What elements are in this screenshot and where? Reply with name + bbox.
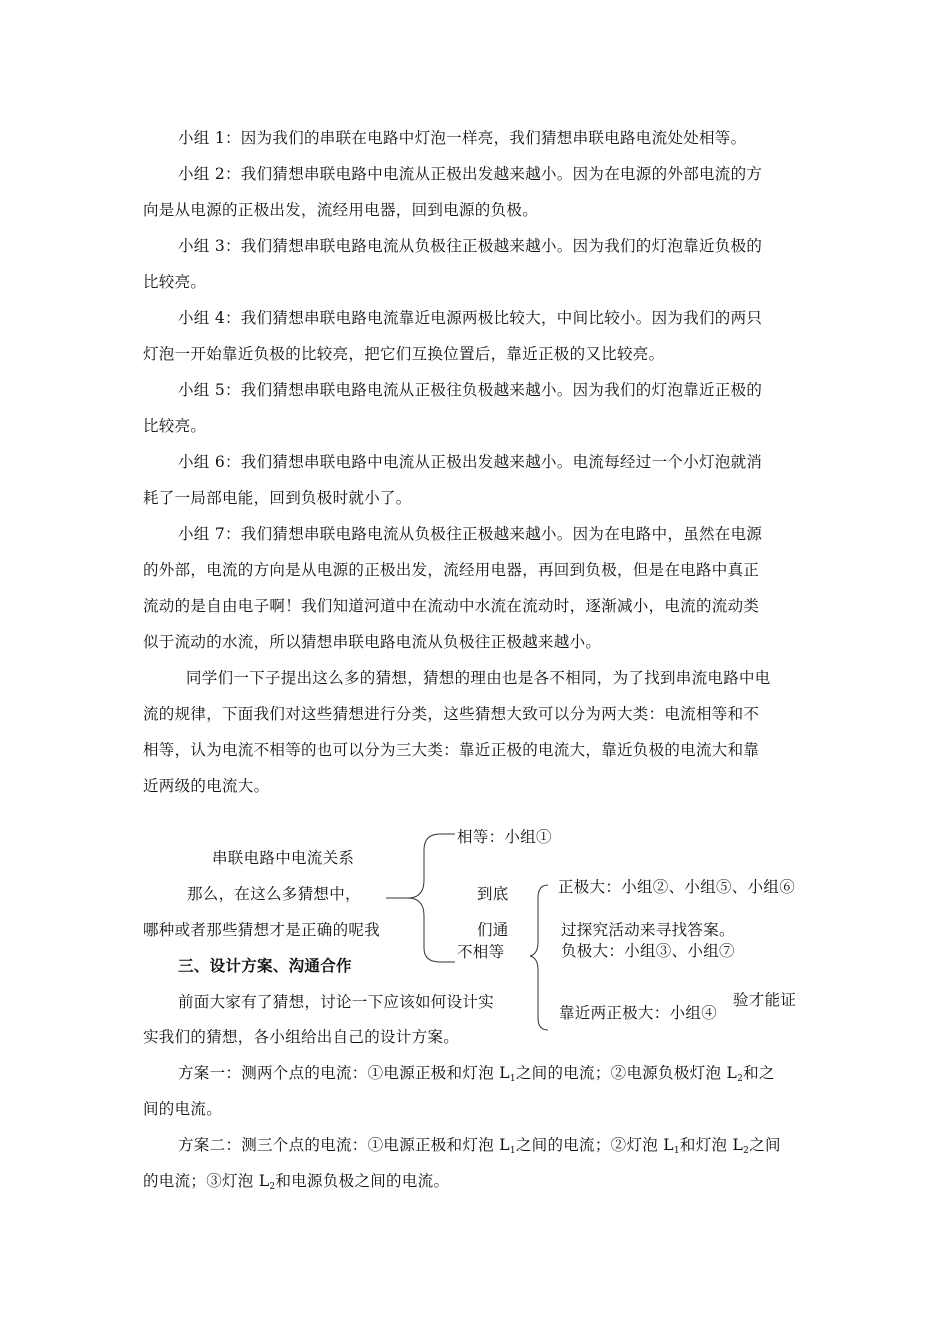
group1-line1: 小组 1：因为我们的串联在电路中灯泡一样亮，我们猜想串联电路电流处处相等。 xyxy=(178,129,747,147)
group4-line2: 灯泡一开始靠近负极的比较亮，把它们互换位置后，靠近正极的又比较亮。 xyxy=(143,345,665,363)
group5-line2: 比较亮。 xyxy=(143,417,207,435)
diagram-equal: 相等：小组① xyxy=(457,828,552,846)
group2-line2: 向是从电源的正极出发，流经用电器，回到电源的负极。 xyxy=(143,201,539,219)
diagram-unequal: 不相等 xyxy=(457,943,505,961)
plan1-line2: 间的电流。 xyxy=(143,1100,223,1118)
question-right: 过探究活动来寻找答案。 xyxy=(561,921,735,939)
diagram-positive-bigger: 正极大：小组②、小组⑤、小组⑥ xyxy=(558,878,796,896)
group3-line2: 比较亮。 xyxy=(143,273,207,291)
group2-line1: 小组 2：我们猜想串联电路中电流从正极出发越来越小。因为在电源的外部电流的方 xyxy=(178,165,763,183)
plan2-line1: 方案二：测三个点的电流：①电源正极和灯泡 $L_1$之间的电流；②灯泡 $L_1$和灯泡 $L_2$之间 xyxy=(178,1136,781,1156)
diagram-negative-bigger: 负极大：小组③、小组⑦ xyxy=(561,942,735,960)
group7-line3: 流动的是自由电子啊！我们知道河道中在流动中水流在流动时，逐渐减小，电流的流动类 xyxy=(143,597,760,615)
section3-heading: 三、设计方案、沟通合作 xyxy=(178,956,352,975)
question-mid2: 们通 xyxy=(477,921,509,939)
group3-line1: 小组 3：我们猜想串联电路电流从负极往正极越来越小。因为我们的灯泡靠近负极的 xyxy=(178,237,763,255)
plan2-line2: 的电流；③灯泡 $L_2$和电源负极之间的电流。 xyxy=(143,1172,450,1192)
diagram-root: 串联电路中电流关系 xyxy=(212,849,355,867)
group4-line1: 小组 4：我们猜想串联电路电流靠近电源两极比较大，中间比较小。因为我们的两只 xyxy=(178,309,763,327)
group6-line1: 小组 6：我们猜想串联电路中电流从正极出发越来越小。电流每经过一个小灯泡就消 xyxy=(178,453,763,471)
group7-line1: 小组 7：我们猜想串联电路电流从负极往正极越来越小。因为在电路中，虽然在电源 xyxy=(178,525,763,543)
summary-line2: 流的规律，下面我们对这些猜想进行分类，这些猜想大致可以分为两大类：电流相等和不 xyxy=(143,705,760,723)
verify-text: 验才能证 xyxy=(733,991,797,1009)
group7-line2: 的外部，电流的方向是从电源的正极出发，流经用电器，再回到负极，但是在电路中真正 xyxy=(143,561,760,579)
section3-line2: 实我们的猜想，各小组给出自己的设计方案。 xyxy=(143,1028,460,1046)
plan1-line1: 方案一：测两个点的电流：①电源正极和灯泡 $L_1$之间的电流；②电源负极灯泡 $L_2$和之 xyxy=(178,1064,775,1084)
question-line1: 那么，在这么多猜想中， xyxy=(187,885,361,903)
question-mid1: 到底 xyxy=(477,885,509,903)
group6-line2: 耗了一局部电能，回到负极时就小了。 xyxy=(143,489,412,507)
question-line2: 哪种或者那些猜想才是正确的呢我 xyxy=(143,921,381,939)
summary-line1: 同学们一下子提出这么多的猜想，猜想的理由也是各不相同，为了找到串流电路中电 xyxy=(186,669,771,687)
group7-line4: 似于流动的水流，所以猜想串联电路电流从负极往正极越来越小。 xyxy=(143,633,602,651)
group5-line1: 小组 5：我们猜想串联电路电流从正极往负极越来越小。因为我们的灯泡靠近正极的 xyxy=(178,381,763,399)
diagram-both-bigger: 靠近两正极大：小组④ xyxy=(559,1004,718,1022)
section3-line1: 前面大家有了猜想，讨论一下应该如何设计实 xyxy=(178,993,495,1011)
summary-line3: 相等，认为电流不相等的也可以分为三大类：靠近正极的电流大，靠近负极的电流大和靠 xyxy=(143,741,760,759)
summary-line4: 近两级的电流大。 xyxy=(143,777,270,795)
